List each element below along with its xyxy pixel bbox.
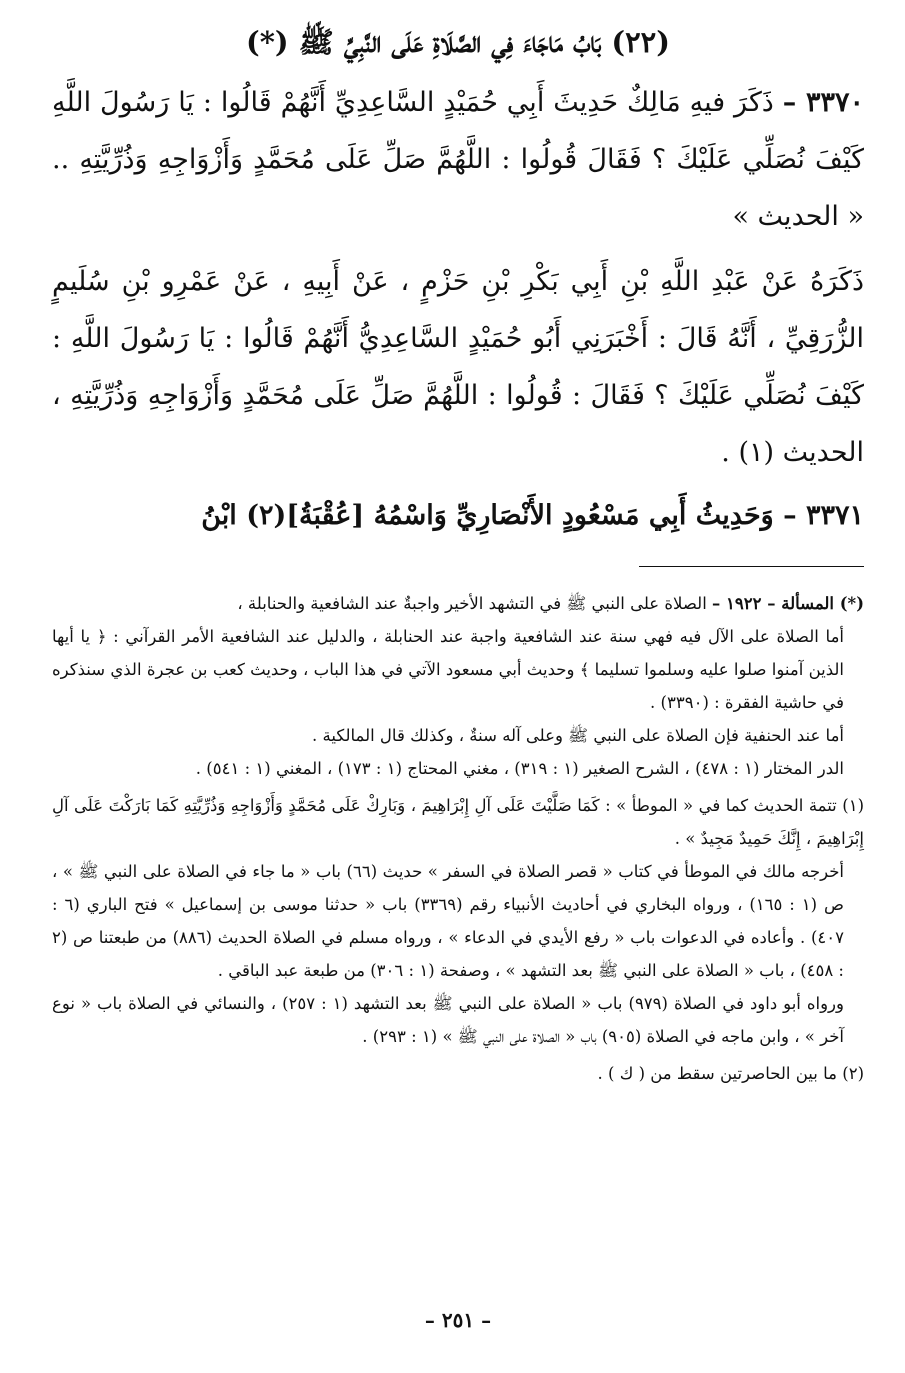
footnote-sources: الدر المختار (١ : ٤٧٨) ، الشرح الصغير (١ : ٣١٩) ، مغني المحتاج (١ : ١٧٣) ، المغني (١ : ٥٤١) . bbox=[195, 759, 844, 778]
chapter-title: (٢٢) بَابُ مَاجَاءَ فِي الصَّلَاةِ عَلَى النَّبِيِّ ﷺ (*) bbox=[246, 25, 670, 59]
footnote-shafii-hanbali: أما الصلاة على الآل فيه فهي سنة عند الشافعية واجبة عند الحنابلة ، والدليل عند الشافعية الأمر القرآني : ﴿ يا أيها الذين آمنوا صلوا عليه وسلموا تسليما ﴾ وحديث أبي مسعود الآتي في هذا الباب ، وحديث كعب بن عجرة الذي سنذكره في حاشية الفقرة : (٣٣٩٠) . bbox=[52, 627, 844, 712]
footnote-1-more-takhrij: ورواه أبو داود في الصلاة (٩٧٩) باب « الصلاة على النبي ﷺ بعد التشهد (١ : ٢٥٧) ، والنسائي في الصلاة باب « نوع آخر » ، وابن ماجه في الصلاة (٩٠٥) باب « الصلاة على النبي ﷺ » (١ : ٢٩٣) . bbox=[52, 994, 844, 1046]
footnote-lead: (*) المسألة – ١٩٢٢ – bbox=[712, 594, 864, 613]
paragraph-text: ذَكَرَهُ عَنْ عَبْدِ اللَّهِ بْنِ أَبِي بَكْرِ بْنِ حَزْمٍ ، عَنْ أَبِيهِ ، عَنْ عَمْرِو بْنِ سُلَيمٍ الزُّرَقِيِّ ، أَنَّهُ قَالَ : أَخْبَرَنِي أَبُو حُمَيْدٍ السَّاعِدِيُّ أَنَّهُمْ قَالُوا : يَا رَسُولَ اللَّهِ : كَيْفَ نُصَلِّي عَلَيْكَ ؟ فَقَالَ : قُولُوا : اللَّهُمَّ صَلِّ عَلَى مُحَمَّدٍ وَأَزْوَاجِهِ وَذُرِّيَّتِهِ ، الحديث (١) . bbox=[52, 266, 864, 468]
paragraph-text: وَحَدِيثُ أَبِي مَسْعُودٍ الأَنْصَارِيِّ وَاسْمُهُ [عُقْبَةُ](٢) ابْنُ bbox=[201, 500, 774, 531]
footnote-hanafi-maliki: أما عند الحنفية فإن الصلاة على النبي ﷺ وعلى آله سنةٌ ، وكذلك قال المالكية . bbox=[312, 726, 844, 745]
footnote-divider bbox=[639, 566, 864, 567]
footnote-2: (٢) ما بين الحاصرتين سقط من ( ك ) . bbox=[597, 1064, 864, 1083]
paragraph-text: ذَكَرَ فيهِ مَالِكٌ حَدِيثَ أَبِي حُمَيْدٍ السَّاعِدِيِّ أَنَّهُمْ قَالُوا : يَا رَسُولَ اللَّهِ كَيْفَ نُصَلِّي عَلَيْكَ ؟ فَقَالَ قُولُوا : اللَّهُمَّ صَلِّ عَلَى مُحَمَّدٍ وَأَزْوَاجِهِ وَذُرِّيَّتِهِ .. « الحديث » bbox=[52, 87, 864, 232]
footnote-1-takhrij: أخرجه مالك في الموطأ في كتاب « قصر الصلاة في السفر » حديث (٦٦) باب « ما جاء في الصلاة على النبي ﷺ » ، ص (١ : ١٦٥) ، ورواه البخاري في أحاديث الأنبياء رقم (٣٣٦٩) باب « حدثنا موسى بن إسماعيل » فتح الباري (٦ : ٤٠٧) . وأعاده في الدعوات باب « رفع الأيدي في الدعاء » ، ورواه مسلم في الصلاة الحديث (٨٨٦) من طبعتنا ص (٢ : ٤٥٨) ، باب « الصلاة على النبي ﷺ بعد التشهد » ، وصفحة (١ : ٣٠٦) من طبعة عبد الباقي . bbox=[52, 862, 844, 980]
hadith-paragraph-3371 bbox=[52, 487, 864, 544]
footnote-text: الصلاة على النبي ﷺ في التشهد الأخير واجبةٌ عند الشافعية والحنابلة ، bbox=[237, 594, 707, 613]
page-number: – ٢٥١ – bbox=[424, 1308, 492, 1332]
book-page bbox=[52, 20, 864, 1350]
footnote-1: (١) تتمة الحديث كما في « الموطأ » : كَمَا صَلَّيْتَ عَلَى آلِ إِبْرَاهِيمَ ، وَبَارِكْ عَلَى مُحَمَّدٍ وَأَزْوَاجِهِ وَذُرِّيَّتِهِ كَمَا بَارَكْتَ عَلَى آلِ إِبْرَاهِيمَ ، إِنَّكَ حَمِيدٌ مَجِيدٌ » . bbox=[52, 796, 864, 848]
hadith-paragraph-chain bbox=[52, 253, 864, 481]
footnote-issue bbox=[52, 587, 864, 620]
paragraph-number: ٣٣٧١ – bbox=[783, 500, 864, 531]
hadith-paragraph-3370 bbox=[52, 74, 864, 245]
paragraph-number: ٣٣٧٠ – bbox=[782, 87, 864, 118]
